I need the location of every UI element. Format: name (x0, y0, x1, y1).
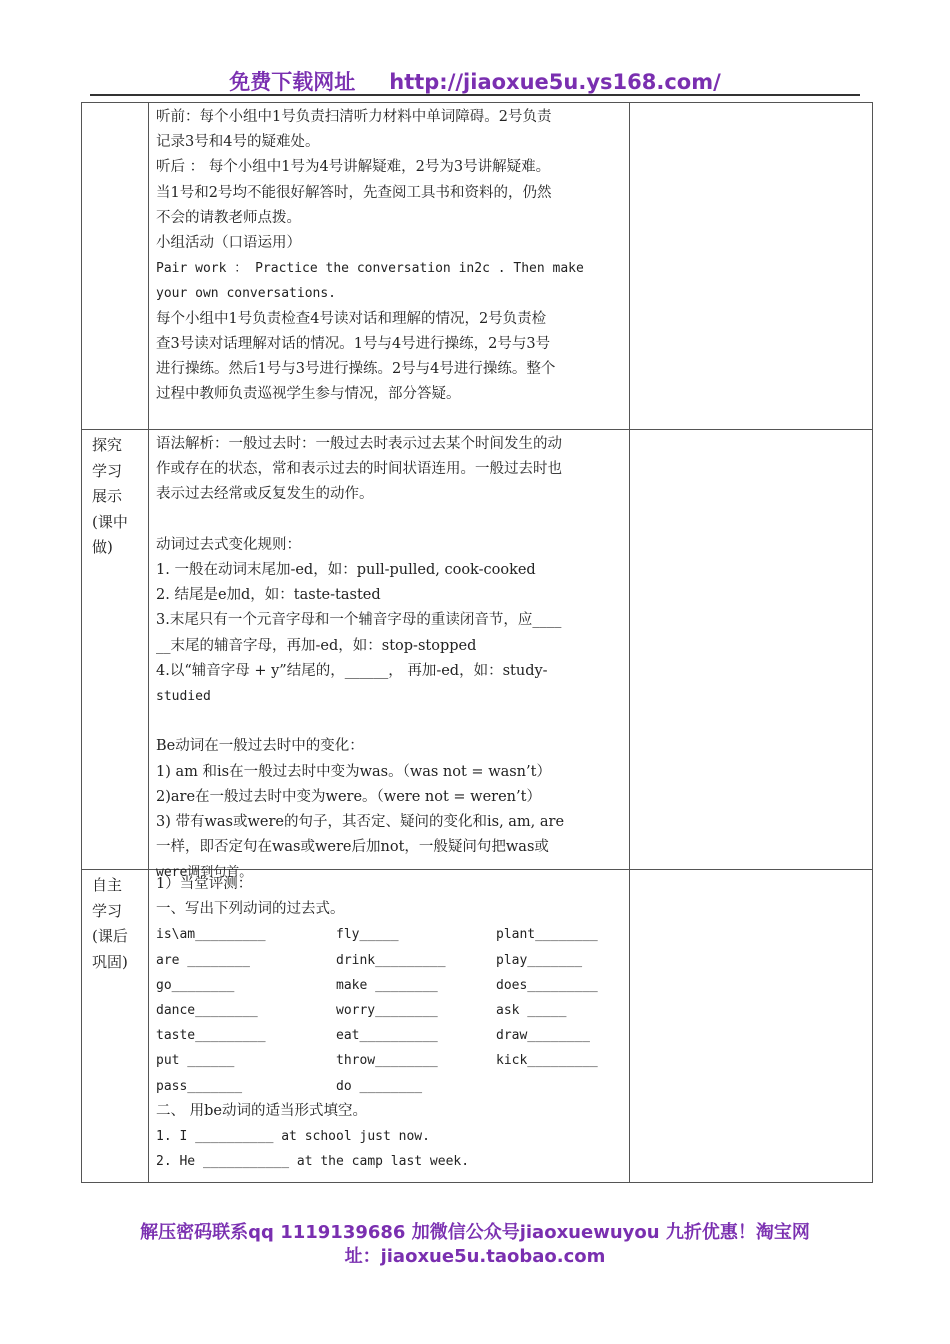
content-line: 当1号和2号均不能很好解答时，先查阅工具书和资料的，仍然 (156, 184, 552, 201)
side-label-line: 自主 (92, 876, 123, 894)
verb-blank: does_________ (496, 977, 598, 993)
content-line: 听后 ： 每个小组中1号为4号讲解疑难，2号为3号讲解疑难。 (156, 159, 551, 176)
listening-content (149, 103, 629, 429)
verb-blank: draw________ (496, 1028, 590, 1044)
side-label-line: 学习 (92, 901, 123, 920)
self-study-label (82, 870, 132, 975)
verb-blank: do ________ (336, 1078, 423, 1094)
footer-contact-line: 解压密码联系qq 1119139686 加微信公众号jiaoxuewuyou 九折优惠！淘宝网 (140, 1222, 810, 1243)
verb-blank: is\am_________ (156, 927, 266, 943)
verb-blank: make ________ (336, 977, 438, 993)
content-line: 语法解析：一般过去时：一般过去时表示过去某个时间发生的动 (156, 436, 562, 452)
verb-blank: worry________ (336, 1003, 438, 1019)
header-url-link[interactable]: http://jiaoxue5u.ys168.com/ (389, 70, 721, 94)
table-row-explore (82, 430, 873, 870)
exercise-intro-line: 1）当堂评测： (156, 876, 253, 892)
side-label-line: 学习 (92, 461, 123, 480)
content-line: 3.末尾只有一个元音字母和一个辅音字母的重读闭音节，应____ (156, 612, 562, 629)
content-line: 一样，即否定句在was或were后加not，一般疑问句把was或 (156, 839, 549, 856)
row-content-cell (149, 103, 630, 430)
notes-cell (630, 430, 873, 870)
explore-label (82, 430, 132, 561)
content-line: 1. 一般在动词末尾加-ed，如：pull-pulled, cook-cooked (156, 562, 536, 579)
content-line (156, 508, 623, 533)
verb-blank: pass_______ (156, 1078, 243, 1094)
content-line (156, 709, 623, 734)
content-line: __末尾的辅音字母，再加-ed，如：stop-stopped (156, 637, 477, 654)
verb-blank: taste_________ (156, 1028, 266, 1044)
side-label-line: 展示 (92, 487, 123, 505)
content-line: 不会的请教老师点拨。 (156, 209, 301, 226)
verb-blank: fly_____ (336, 927, 399, 943)
verb-blank: go________ (156, 977, 235, 993)
verb-blank (496, 1074, 616, 1099)
content-line: 2)are在一般过去时中变为were。（were not = weren’t） (156, 788, 541, 805)
row-content-cell (149, 870, 630, 1183)
content-line: 1) am 和is在一般过去时中变为was。（was not = wasn’t） (156, 763, 551, 780)
content-line: 4.以“辅音字母 + y”结尾的，______， 再加-ed，如：study- (156, 662, 548, 679)
content-line: 作或存在的状态，常和表示过去的时间状语连用。一般过去时也 (156, 461, 562, 478)
side-label-line: 做) (92, 538, 113, 556)
footer-shop-line[interactable]: 址：jiaoxue5u.taobao.com (344, 1246, 606, 1267)
content-line: 过程中教师负责巡视学生参与情况，部分答疑。 (156, 386, 461, 403)
content-line: 小组活动（口语运用） (156, 235, 301, 252)
row-label-cell (82, 870, 149, 1183)
content-line: studied (156, 689, 211, 705)
exercise-section2-title: 二、 用be动词的适当形式填空。 (156, 1102, 367, 1119)
verb-blank: play_______ (496, 952, 583, 968)
notes-cell (630, 870, 873, 1183)
verb-blank: ask _____ (496, 1003, 567, 1019)
content-line: your own conversations. (156, 286, 337, 302)
fill-sentence: 1. I __________ at school just now. (156, 1129, 430, 1145)
verb-blank: drink_________ (336, 952, 446, 968)
side-label-line: (课后 (92, 927, 128, 945)
content-line: 查3号读对话理解对话的情况。1号与4号进行操练，2号与3号 (156, 335, 551, 352)
verb-blank: put ______ (156, 1053, 235, 1069)
verb-blank: are ________ (156, 952, 250, 968)
row-label-cell (82, 103, 149, 430)
content-line: 表示过去经常或反复发生的动作。 (156, 486, 374, 503)
row-content-cell (149, 430, 630, 881)
header-banner (0, 66, 950, 96)
side-label-line: 巩固) (92, 952, 128, 971)
verb-exercise-grid (156, 922, 623, 1098)
side-label-line: (课中 (92, 512, 128, 531)
content-line: 3) 带有was或were的句子，其否定、疑问的变化和is, am, are (156, 814, 565, 831)
content-line: 每个小组中1号负责检查4号读对话和理解的情况，2号负责检 (156, 310, 547, 327)
verb-blank: throw________ (336, 1053, 438, 1069)
content-line: 进行操练。然后1号与3号进行操练。2号与4号进行操练。整个 (156, 361, 556, 378)
verb-blank: plant________ (496, 927, 598, 943)
exercise-section1-title: 一、写出下列动词的过去式。 (156, 901, 345, 918)
side-label-line: 探究 (92, 436, 123, 454)
fill-sentence: 2. He ___________ at the camp last week. (156, 1154, 470, 1170)
table-row-self-study (82, 870, 873, 1183)
header-label: 免费下载网址 (229, 70, 356, 94)
content-line: Be动词在一般过去时中的变化： (156, 738, 364, 755)
content-line: 2. 结尾是e加d，如：taste-tasted (156, 587, 381, 604)
table-row-listening (82, 103, 873, 430)
row-label-cell (82, 430, 149, 870)
verb-blank: eat__________ (336, 1028, 438, 1044)
content-line: 动词过去式变化规则： (156, 536, 301, 553)
notes-cell (630, 103, 873, 430)
verb-blank: kick_________ (496, 1053, 598, 1069)
content-line: were调到句首。 (156, 865, 253, 881)
exercise-content (149, 870, 629, 1182)
lesson-table (81, 102, 873, 1183)
verb-blank: dance________ (156, 1003, 258, 1019)
header-divider (90, 94, 860, 96)
content-line: 记录3号和4号的疑难处。 (156, 134, 320, 151)
grammar-content (149, 430, 629, 881)
content-line: 听前：每个小组中1号负责扫清听力材料中单词障碍。2号负责 (156, 109, 552, 125)
content-line: Pair work ： Practice the conversation in2c . Then make (156, 261, 584, 277)
